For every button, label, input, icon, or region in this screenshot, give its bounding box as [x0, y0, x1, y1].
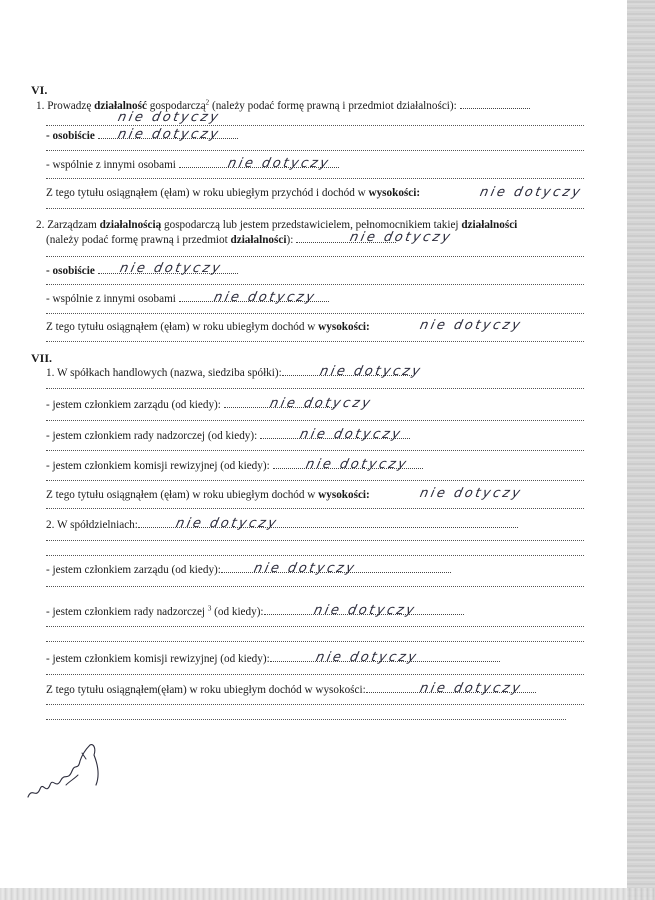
vi-q2-personally-answer: nie dotyczy [118, 261, 224, 276]
vi-q2-with-others: - wspólnie z innymi osobami [46, 292, 646, 306]
vi-q2-income: Z tego tytułu osiągnąłem (ęłam) w roku ubiegłym dochód w wysokości: [46, 321, 370, 333]
answer-line [46, 508, 584, 509]
vi-q2-with-others-answer: nie dotyczy [212, 290, 318, 305]
answer-line [46, 555, 584, 556]
vii-q1-audit: - jestem członkiem komisji rewizyjnej (od kiedy): [46, 459, 646, 473]
vi-q2-income-answer: nie dotyczy [418, 318, 524, 333]
answer-line [46, 674, 584, 675]
signature [20, 735, 115, 810]
vii-q1-supervisory-answer: nie dotyczy [298, 427, 404, 442]
vii-q2-supervisory: - jestem członkiem rady nadzorczej $^3$ (od kiedy): [46, 605, 646, 619]
vii-q1-income-answer: nie dotyczy [418, 486, 524, 501]
vii-q1-board: - jestem członkiem zarządu (od kiedy): [46, 398, 646, 412]
section-vi-heading: VI. [31, 83, 48, 97]
answer-line [46, 256, 584, 257]
answer-line [46, 704, 584, 705]
vii-q2-cooperatives-answer: nie dotyczy [174, 516, 280, 531]
vi-q1-with-others-answer: nie dotyczy [226, 156, 332, 171]
scan-edge-shadow [627, 0, 655, 900]
answer-line [46, 450, 584, 451]
vi-q2-answer: nie dotyczy [348, 230, 454, 245]
answer-line [46, 388, 584, 389]
vi-q2-question-line2: (należy podać formę prawną i przedmiot działalności): [46, 233, 646, 247]
vii-q2-supervisory-answer: nie dotyczy [312, 603, 418, 618]
answer-line [46, 150, 584, 151]
answer-line [46, 341, 584, 342]
vii-q2-audit-answer: nie dotyczy [314, 650, 420, 665]
vii-q1-companies-answer: nie dotyczy [318, 364, 424, 379]
answer-line [46, 420, 584, 421]
vi-q1-personally-answer: nie dotyczy [116, 127, 222, 142]
section-vii-heading: VII. [31, 351, 53, 365]
vi-q1-income-answer: nie dotyczy [478, 185, 584, 200]
vi-q1-income: Z tego tytułu osiągnąłem (ęłam) w roku ubiegłym przychód i dochód w wysokości: [46, 187, 421, 199]
answer-line [46, 480, 584, 481]
vii-q2-board-answer: nie dotyczy [252, 561, 358, 576]
vii-q2-audit: - jestem członkiem komisji rewizyjnej (od kiedy): [46, 652, 646, 666]
answer-line [46, 313, 584, 314]
vi-q1-question: 1. Prowadzę działalność gospodarczą$^2$ (należy podać formę prawną i przedmiot działalności): [36, 99, 636, 113]
answer-line [46, 540, 584, 541]
vii-q1-board-answer: nie dotyczy [268, 396, 374, 411]
answer-line [46, 626, 584, 627]
vi-q1-answer: nie dotyczy [116, 110, 222, 125]
vi-q1-with-others: - wspólnie z innymi osobami [46, 158, 646, 172]
vii-q2-income-answer: nie dotyczy [418, 681, 524, 696]
vii-q2-income: Z tego tytułu osiągnąłem(ęłam) w roku ubiegłym dochód w wysokości: [46, 683, 646, 697]
answer-line [46, 586, 584, 587]
answer-line [46, 284, 584, 285]
vi-q1-personally: - osobiście [46, 129, 646, 143]
vii-q2-cooperatives: 2. W spółdzielniach: [46, 518, 646, 532]
vii-q1-income: Z tego tytułu osiągnąłem (ęłam) w roku ubiegłym dochód w wysokości: [46, 489, 370, 501]
vii-q1-supervisory: - jestem członkiem rady nadzorczej (od kiedy): [46, 429, 646, 443]
answer-line [46, 178, 584, 179]
scan-bottom-edge [0, 888, 655, 900]
vi-q2-personally: - osobiście [46, 264, 646, 278]
answer-line [46, 641, 584, 642]
vii-q1-companies: 1. W spółkach handlowych (nazwa, siedziba spółki): [46, 366, 646, 380]
answer-line [46, 719, 566, 720]
vi-q2-question: 2. Zarządzam działalnością gospodarczą lub jestem przedstawicielem, pełnomocnikiem takiej działalności [36, 219, 518, 231]
answer-line [46, 208, 584, 209]
vii-q2-board: - jestem członkiem zarządu (od kiedy): [46, 563, 646, 577]
vii-q1-audit-answer: nie dotyczy [304, 457, 410, 472]
answer-line [46, 125, 584, 126]
